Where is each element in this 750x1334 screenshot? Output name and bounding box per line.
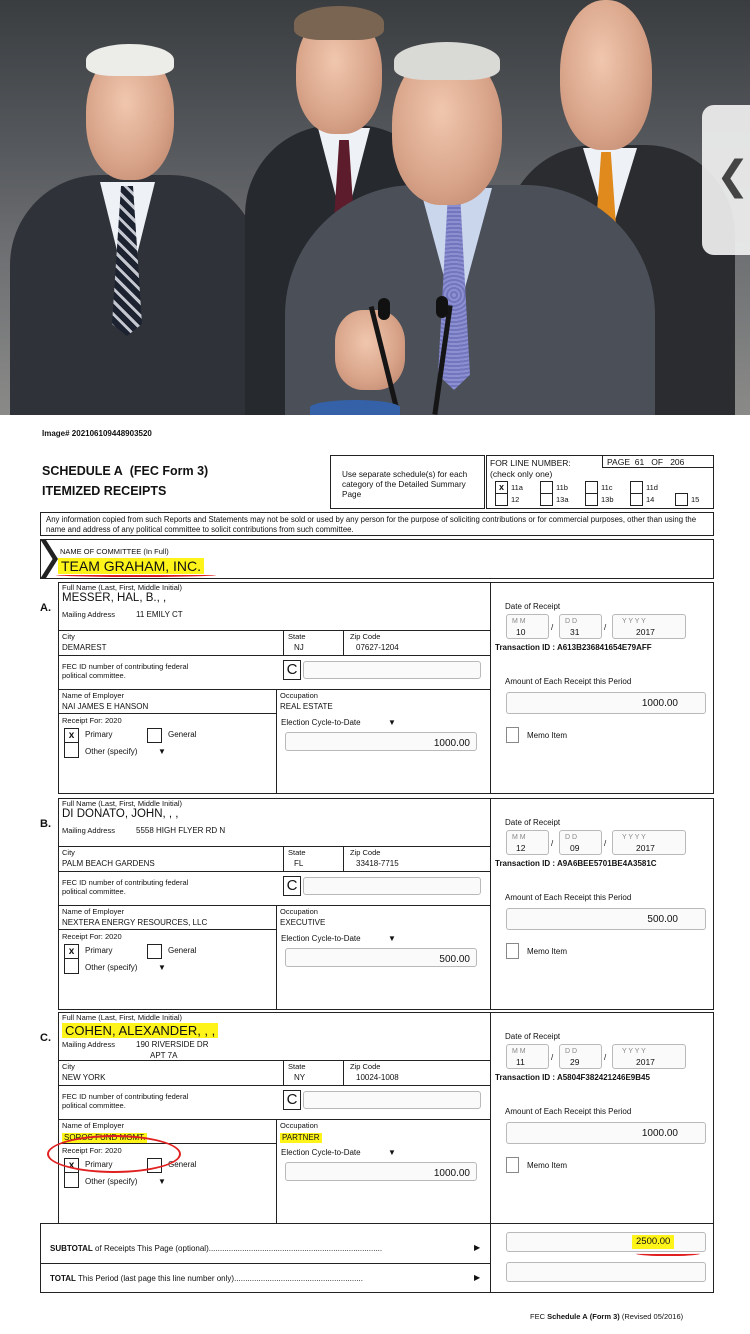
microphone-icon — [436, 296, 448, 318]
contributor-name: MESSER, HAL, B., , — [62, 592, 167, 604]
other-checkbox[interactable] — [64, 743, 79, 758]
schedule-title: SCHEDULE A (FEC Form 3) — [42, 464, 209, 478]
fec-id-prefix: C — [283, 876, 301, 896]
disclaimer-text: Any information copied from such Reports and Statements may not be sold or used by any person for the purpose of soliciting contributions or for commercial purposes, other than using the name and address of any political committee to solicit contributions from such committee. — [46, 515, 697, 534]
primary-checkbox[interactable]: x — [64, 1158, 79, 1173]
line-11a-label: 11a — [511, 483, 523, 492]
dd-hint: D D — [565, 1048, 578, 1055]
cycle-value: 1000.00 — [433, 738, 470, 749]
cycle-value: 500.00 — [439, 954, 470, 965]
month-value: 11 — [516, 1057, 525, 1067]
committee-label: NAME OF COMMITTEE (In Full) — [60, 547, 169, 556]
side-panel-handle[interactable] — [702, 105, 750, 255]
cycle-label: Election Cycle-to-Date — [281, 1148, 361, 1157]
receipt-for-label: Receipt For: 2020 — [62, 716, 122, 725]
col-line — [283, 630, 284, 655]
committee-name: TEAM GRAHAM, INC. — [58, 558, 204, 574]
dropdown-arrow-icon: ▼ — [158, 747, 166, 756]
occupation-label: Occupation — [280, 691, 318, 700]
city-label: City — [62, 632, 75, 641]
page-indicator: PAGE 61 OF 206 — [607, 457, 685, 467]
fec-id-field[interactable] — [303, 1091, 481, 1109]
line-14-label: 14 — [646, 495, 655, 504]
full-name-label: Full Name (Last, First, Middle Initial) — [62, 1013, 183, 1022]
cycle-value: 1000.00 — [433, 1168, 470, 1179]
employer-value: NAI JAMES E HANSON — [62, 702, 149, 711]
general-label: General — [168, 946, 197, 955]
line-15-label: 15 — [691, 495, 700, 504]
memo-checkbox[interactable] — [506, 1157, 519, 1173]
city-label: City — [62, 1062, 75, 1071]
dd-hint: D D — [565, 834, 578, 841]
line-12-checkbox[interactable] — [495, 493, 508, 506]
amount-label: Amount of Each Receipt this Period — [505, 1107, 632, 1116]
zip-label: Zip Code — [350, 632, 381, 641]
receipt-for-label: Receipt For: 2020 — [62, 932, 122, 941]
date-separator: / — [604, 623, 607, 632]
row-line — [58, 905, 490, 906]
contributor-name: COHEN, ALEXANDER, , , — [62, 1023, 218, 1038]
line-13a-label: 13a — [556, 495, 569, 504]
zip-label: Zip Code — [350, 848, 381, 857]
day-value: 29 — [570, 1057, 580, 1067]
row-line — [58, 929, 276, 930]
subtotal-row: SUBTOTAL of Receipts This Page (optional).............................................................................. — [50, 1244, 383, 1253]
line-11c-label: 11c — [601, 483, 613, 492]
transaction-id: Transaction ID : A9A6BEE5701BE4A3581C — [495, 859, 657, 868]
line-13a-checkbox[interactable] — [540, 493, 553, 506]
date-of-receipt-label: Date of Receipt — [505, 1032, 561, 1041]
year-value: 2017 — [636, 1057, 655, 1067]
col-line — [343, 630, 344, 655]
row-line — [58, 630, 490, 631]
fec-id-prefix: C — [283, 660, 301, 680]
yyyy-hint: Y Y Y Y — [622, 834, 646, 841]
mailing-address-label: Mailing Address — [62, 826, 115, 835]
state-label: State — [288, 1062, 306, 1071]
mm-hint: M M — [512, 618, 526, 625]
line-number-label: FOR LINE NUMBER: — [490, 458, 571, 468]
full-name-label: Full Name (Last, First, Middle Initial) — [62, 583, 183, 592]
transaction-id: Transaction ID : A5804F382421246E9B45 — [495, 1073, 650, 1082]
primary-label: Primary — [85, 1160, 113, 1169]
hand — [335, 310, 405, 390]
mm-hint: M M — [512, 834, 526, 841]
transaction-id: Transaction ID : A613B236841654E79AFF — [495, 643, 652, 652]
amount-value: 1000.00 — [641, 698, 678, 709]
yyyy-hint: Y Y Y Y — [622, 618, 646, 625]
dd-hint: D D — [565, 618, 578, 625]
memo-checkbox[interactable] — [506, 727, 519, 743]
receipt-letter: A. — [40, 602, 51, 614]
mailing-address-label: Mailing Address — [62, 1040, 115, 1049]
cycle-label: Election Cycle-to-Date — [281, 934, 361, 943]
zip-label: Zip Code — [350, 1062, 381, 1071]
total-row: TOTAL This Period (last page this line number only).......................................................... — [50, 1274, 363, 1283]
general-label: General — [168, 730, 197, 739]
mailing-address-line1: 190 RIVERSIDE DR — [136, 1040, 209, 1049]
chevron-left-icon[interactable]: ❮ — [716, 153, 750, 199]
image-id: Image# 202106109448903520 — [42, 429, 152, 438]
occupation-label: Occupation — [280, 1121, 318, 1130]
fec-id-field[interactable] — [303, 877, 481, 895]
year-value: 2017 — [636, 627, 655, 637]
col-line — [343, 1060, 344, 1085]
mailing-address-line1: 5558 HIGH FLYER RD N — [136, 826, 226, 835]
dropdown-arrow-icon: ▼ — [158, 963, 166, 972]
general-checkbox[interactable] — [147, 728, 162, 743]
state-value: FL — [294, 859, 304, 868]
month-value: 10 — [516, 627, 526, 637]
year-value: 2017 — [636, 843, 655, 853]
row-line — [58, 871, 490, 872]
primary-checkbox[interactable]: x — [64, 944, 79, 959]
general-label: General — [168, 1160, 197, 1169]
amount-label: Amount of Each Receipt this Period — [505, 893, 632, 902]
dropdown-arrow-icon: ▼ — [388, 1148, 396, 1157]
person-right-face — [560, 0, 652, 150]
memo-checkbox[interactable] — [506, 943, 519, 959]
day-value: 31 — [570, 627, 580, 637]
other-checkbox[interactable] — [64, 1173, 79, 1188]
subtotal-value: 2500.00 — [632, 1235, 674, 1249]
general-checkbox[interactable] — [147, 944, 162, 959]
line-12-label: 12 — [511, 495, 520, 504]
microphone-icon — [378, 298, 390, 320]
other-label: Other (specify) — [85, 963, 138, 972]
city-value: NEW YORK — [62, 1073, 106, 1082]
subtotal-arrow-icon: ▶ — [474, 1243, 481, 1252]
line-15-checkbox[interactable] — [675, 493, 688, 506]
col-line — [276, 1119, 277, 1224]
state-label: State — [288, 848, 306, 857]
total-arrow-icon: ▶ — [474, 1273, 481, 1282]
col-line — [276, 905, 277, 1010]
fec-id-label: FEC ID number of contributing federal political committee. — [62, 1092, 189, 1110]
mm-hint: M M — [512, 1048, 526, 1055]
occupation-label: Occupation — [280, 907, 318, 916]
amount-value: 500.00 — [647, 914, 678, 925]
mailing-address-label: Mailing Address — [62, 610, 115, 619]
fec-id-label: FEC ID number of contributing federal political committee. — [62, 662, 189, 680]
line-11b-label: 11b — [556, 483, 568, 492]
total-field — [506, 1262, 706, 1282]
state-value: NY — [294, 1073, 306, 1082]
fec-id-field[interactable] — [303, 661, 481, 679]
memo-label: Memo Item — [527, 731, 568, 740]
row-line — [58, 1119, 490, 1120]
employer-value: SOROS FUND MGMT. — [64, 1133, 146, 1142]
amount-value: 1000.00 — [641, 1128, 678, 1139]
primary-label: Primary — [85, 946, 113, 955]
receipt-divider — [490, 1012, 491, 1224]
col-line — [283, 1060, 284, 1085]
month-value: 12 — [516, 843, 526, 853]
occupation-value: PARTNER — [282, 1133, 320, 1142]
date-separator: / — [604, 839, 607, 848]
receipt-letter: C. — [40, 1032, 51, 1044]
line-11d-label: 11d — [646, 483, 658, 492]
employer-label: Name of Employer — [62, 691, 125, 700]
full-name-label: Full Name (Last, First, Middle Initial) — [62, 799, 183, 808]
fec-form-document — [0, 415, 750, 1334]
city-label: City — [62, 848, 75, 857]
row-line — [58, 689, 490, 690]
handwritten-underline — [56, 573, 216, 577]
form-footer: FEC Schedule A (Form 3) (Revised 05/2016) — [530, 1312, 684, 1321]
zip-value: 10024-1008 — [356, 1073, 399, 1082]
dropdown-arrow-icon: ▼ — [388, 934, 396, 943]
check-only-one: (check only one) — [490, 469, 553, 479]
date-of-receipt-label: Date of Receipt — [505, 818, 561, 827]
separate-schedule-note: Use separate schedule(s) for each category of the Detailed Summary Page — [342, 470, 468, 499]
other-label: Other (specify) — [85, 747, 138, 756]
receipt-for-label: Receipt For: 2020 — [62, 1146, 122, 1155]
schedule-subtitle: ITEMIZED RECEIPTS — [42, 484, 167, 498]
employer-label: Name of Employer — [62, 907, 125, 916]
row-line — [58, 655, 490, 656]
day-value: 09 — [570, 843, 580, 853]
col-line — [343, 846, 344, 871]
memo-label: Memo Item — [527, 1161, 568, 1170]
amount-label: Amount of Each Receipt this Period — [505, 677, 632, 686]
city-value: PALM BEACH GARDENS — [62, 859, 155, 868]
other-label: Other (specify) — [85, 1177, 138, 1186]
line-13b-label: 13b — [601, 495, 614, 504]
line-11a-checkbox[interactable]: x — [495, 481, 508, 494]
city-value: DEMAREST — [62, 643, 107, 652]
cycle-label: Election Cycle-to-Date — [281, 718, 361, 727]
date-separator: / — [551, 1053, 554, 1062]
state-label: State — [288, 632, 306, 641]
col-line — [283, 846, 284, 871]
other-checkbox[interactable] — [64, 959, 79, 974]
primary-label: Primary — [85, 730, 113, 739]
fec-id-prefix: C — [283, 1090, 301, 1110]
date-of-receipt-label: Date of Receipt — [505, 602, 561, 611]
col-line — [276, 689, 277, 794]
row-line — [58, 846, 490, 847]
date-separator: / — [551, 623, 554, 632]
handwritten-circle — [47, 1135, 181, 1173]
fec-id-label: FEC ID number of contributing federal political committee. — [62, 878, 189, 896]
line-14-checkbox[interactable] — [630, 493, 643, 506]
row-line — [58, 1085, 490, 1086]
occupation-value: REAL ESTATE — [280, 702, 333, 711]
zip-value: 33418-7715 — [356, 859, 399, 868]
date-separator: / — [604, 1053, 607, 1062]
memo-label: Memo Item — [527, 947, 568, 956]
mailing-address-line1: 11 EMILY CT — [136, 610, 183, 619]
handwritten-underline — [636, 1250, 700, 1256]
occupation-value: EXECUTIVE — [280, 918, 326, 927]
employer-value: NEXTERA ENERGY RESOURCES, LLC — [62, 918, 208, 927]
dropdown-arrow-icon: ▼ — [158, 1177, 166, 1186]
yyyy-hint: Y Y Y Y — [622, 1048, 646, 1055]
receipt-letter: B. — [40, 818, 51, 830]
primary-checkbox[interactable]: x — [64, 728, 79, 743]
receipt-divider — [490, 798, 491, 1010]
row-line — [58, 713, 276, 714]
mailing-address-line2: APT 7A — [150, 1051, 178, 1060]
row-line — [58, 1060, 490, 1061]
date-separator: / — [551, 839, 554, 848]
state-value: NJ — [294, 643, 304, 652]
line-13b-checkbox[interactable] — [585, 493, 598, 506]
dropdown-arrow-icon: ▼ — [388, 718, 396, 727]
employer-label: Name of Employer — [62, 1121, 125, 1130]
subtotal-field — [506, 1232, 706, 1252]
zip-value: 07627-1204 — [356, 643, 399, 652]
contributor-name: DI DONATO, JOHN, , , — [62, 808, 179, 820]
receipt-divider — [490, 582, 491, 794]
header-photo — [0, 0, 750, 415]
